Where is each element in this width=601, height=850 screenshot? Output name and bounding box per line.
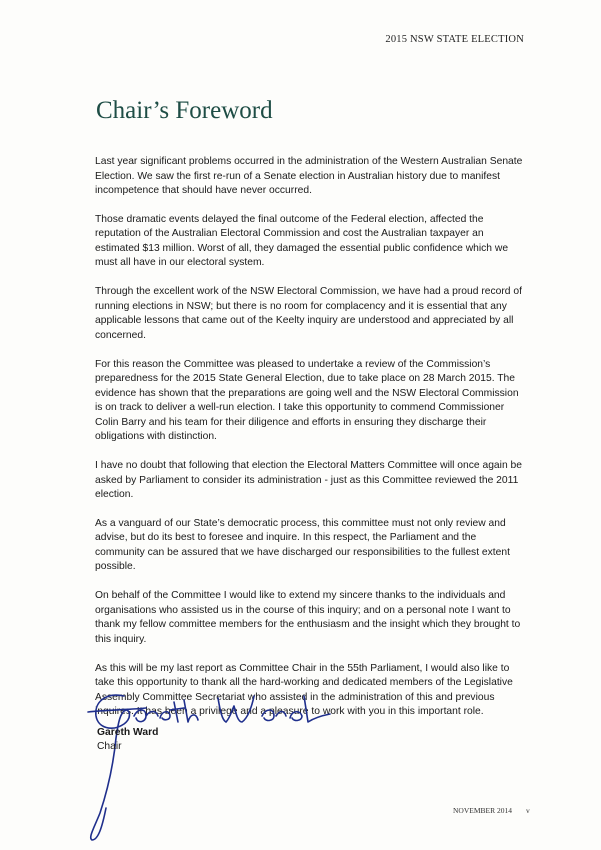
running-header: 2015 NSW STATE ELECTION (385, 34, 524, 45)
paragraph: On behalf of the Committee I would like to extend my sincere thanks to the individuals and organisations who assisted us in the course of this inquiry; and on a personal note I want to thank my fellow committee members for the enthusiasm and the insight which they brought to this inquiry. (95, 590, 521, 645)
handwritten-signature (86, 688, 336, 848)
signatory-name: Gareth Ward (97, 727, 159, 738)
paragraph: As this will be my last report as Committee Chair in the 55th Parliament, I would also like to take this opportunity to thank all the hard-working and dedicated members of the Legislative Assembly Committee Secretariat who assisted in the administration of this and previous inquires. It has been a privilege and a pleasure to work with you in this important role. (95, 662, 513, 718)
foreword-body (95, 155, 527, 734)
page-footer (453, 806, 530, 815)
page-title: Chair’s Foreword (96, 97, 273, 124)
signature-stroke (134, 700, 198, 722)
signature-stroke (218, 696, 254, 722)
paragraph: Last year significant problems occurred in the administration of the Western Australian Senate Election. We saw the first re-run of a Senate election in Australian history due to manifest incompetence that should have never occurred. (95, 156, 523, 196)
footer-date: NOVEMBER 2014 (453, 806, 512, 815)
paragraph: Through the excellent work of the NSW Electoral Commission, we have had a proud record of running elections in NSW; but there is no room for complacency and it is essential that any applicable lessons that came out of the Keelty inquiry are understood and appreciated by all concerned. (95, 286, 522, 341)
paragraph: Those dramatic events delayed the final outcome of the Federal election, affected the reputation of the Australian Electoral Commission and cost the Australian taxpayer an estimated $13 million. Worst of all, they damaged the essential public confidence which we must all have in our electoral system. (95, 213, 509, 269)
signature-stroke (91, 695, 130, 840)
paragraph: As a vanguard of our State’s democratic process, this committee must not only review and advise, but do its best to foresee and inquire. In this respect, the Parliament and the community can be assured that we have discharged our responsibilities to the fullest extent possible. (95, 517, 510, 573)
signatory-role: Chair (97, 741, 122, 752)
paragraph: I have no doubt that following that election the Electoral Matters Committee will once again be asked by Parliament to consider its administration - just as this Committee reviewed the 2011 election. (95, 460, 522, 501)
paragraph: For this reason the Committee was pleased to undertake a review of the Commission’s preparedness for the 2015 State General Election, due to take place on 28 March 2015. The evidence has shown that the preparations are going well and the NSW Electoral Commission is on track to deliver a well-run election. I take this opportunity to commend Commissioner Colin Barry and his team for their diligence and efforts in ensuring they discharge their obligations with distinction. (95, 358, 519, 443)
page-number: v (525, 806, 530, 815)
signature-stroke (262, 696, 330, 722)
